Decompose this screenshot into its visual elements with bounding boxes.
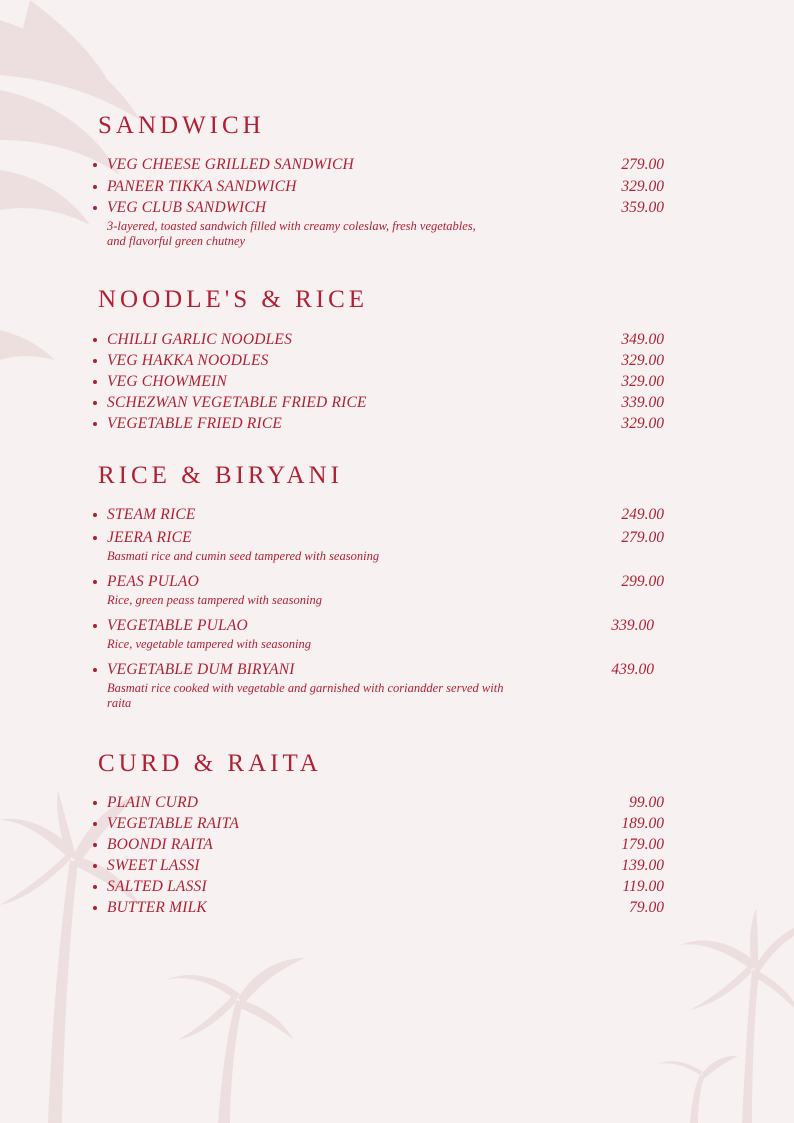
menu-item — [90, 877, 670, 897]
section-title: NOODLE'S & RICE — [98, 286, 369, 313]
item-price: 139.00 — [621, 857, 664, 874]
section-curd-raita — [90, 750, 670, 918]
item-description: Rice, green peass tampered with seasoning — [107, 593, 323, 607]
menu-item — [90, 372, 670, 392]
item-list — [90, 155, 670, 249]
item-price: 279.00 — [621, 156, 664, 173]
item-name: VEG CHEESE GRILLED SANDWICH — [107, 156, 354, 173]
item-name: BOONDI RAITA — [107, 836, 213, 853]
item-name: JEERA RICE — [107, 529, 192, 546]
item-price: 279.00 — [621, 529, 664, 546]
item-name: VEG HAKKA NOODLES — [107, 352, 269, 369]
item-price: 329.00 — [621, 352, 664, 369]
menu-item — [90, 856, 670, 876]
menu-item — [90, 835, 670, 855]
item-name: CHILLI GARLIC NOODLES — [107, 331, 293, 348]
menu-item — [90, 330, 670, 350]
item-price: 339.00 — [611, 617, 654, 634]
item-name: BUTTER MILK — [107, 899, 207, 916]
menu-item — [90, 616, 670, 652]
menu-item — [90, 660, 670, 711]
menu-item — [90, 572, 670, 608]
item-name: VEGETABLE FRIED RICE — [107, 415, 283, 432]
item-list — [90, 330, 670, 434]
item-price: 299.00 — [621, 573, 664, 590]
item-price: 329.00 — [621, 415, 664, 432]
menu-item — [90, 393, 670, 413]
item-name: VEGETABLE PULAO — [107, 617, 248, 634]
item-price: 179.00 — [621, 836, 664, 853]
item-name: SWEET LASSI — [107, 857, 200, 874]
item-name: PANEER TIKKA SANDWICH — [107, 178, 297, 195]
item-price: 79.00 — [629, 899, 664, 916]
section-noodles-rice — [90, 286, 670, 434]
item-price: 119.00 — [622, 878, 664, 895]
item-name: VEGETABLE RAITA — [107, 815, 240, 832]
item-price: 329.00 — [621, 373, 664, 390]
item-price: 349.00 — [621, 331, 664, 348]
item-list — [90, 505, 670, 711]
menu-item — [90, 793, 670, 813]
menu-item — [90, 351, 670, 371]
item-price: 329.00 — [621, 178, 664, 195]
menu-item — [90, 198, 670, 249]
item-description: Rice, vegetable tampered with seasoning — [107, 637, 311, 651]
item-name: VEG CHOWMEIN — [107, 373, 227, 390]
item-name: SALTED LASSI — [107, 878, 207, 895]
item-description: 3-layered, toasted sandwich filled with creamy coleslaw, fresh vegetables, and flavorful green chutney — [107, 219, 476, 248]
item-name: SCHEZWAN VEGETABLE FRIED RICE — [107, 394, 367, 411]
menu-item — [90, 177, 670, 197]
item-price: 339.00 — [621, 394, 664, 411]
item-name: STEAM RICE — [107, 506, 196, 523]
section-rice-biryani — [90, 462, 670, 711]
item-price: 249.00 — [621, 506, 664, 523]
item-price: 359.00 — [621, 199, 664, 216]
item-price: 99.00 — [629, 794, 664, 811]
menu-item — [90, 505, 670, 525]
item-list — [90, 793, 670, 918]
menu-item — [90, 155, 670, 175]
menu-item — [90, 814, 670, 834]
section-title: RICE & BIRYANI — [98, 462, 343, 489]
section-sandwich — [90, 112, 670, 249]
item-price: 439.00 — [611, 661, 654, 678]
item-name: VEG CLUB SANDWICH — [107, 199, 267, 216]
section-title: SANDWICH — [98, 112, 265, 139]
menu-item — [90, 528, 670, 564]
item-name: VEGETABLE DUM BIRYANI — [107, 661, 295, 678]
section-title: CURD & RAITA — [98, 750, 322, 777]
menu-item — [90, 414, 670, 434]
menu-item — [90, 898, 670, 918]
item-description: Basmati rice and cumin seed tampered with seasoning — [107, 549, 380, 563]
item-name: PEAS PULAO — [107, 573, 199, 590]
item-price: 189.00 — [621, 815, 664, 832]
item-description: Basmati rice cooked with vegetable and garnished with coriandder served with raita — [107, 681, 504, 710]
item-name: PLAIN CURD — [107, 794, 199, 811]
